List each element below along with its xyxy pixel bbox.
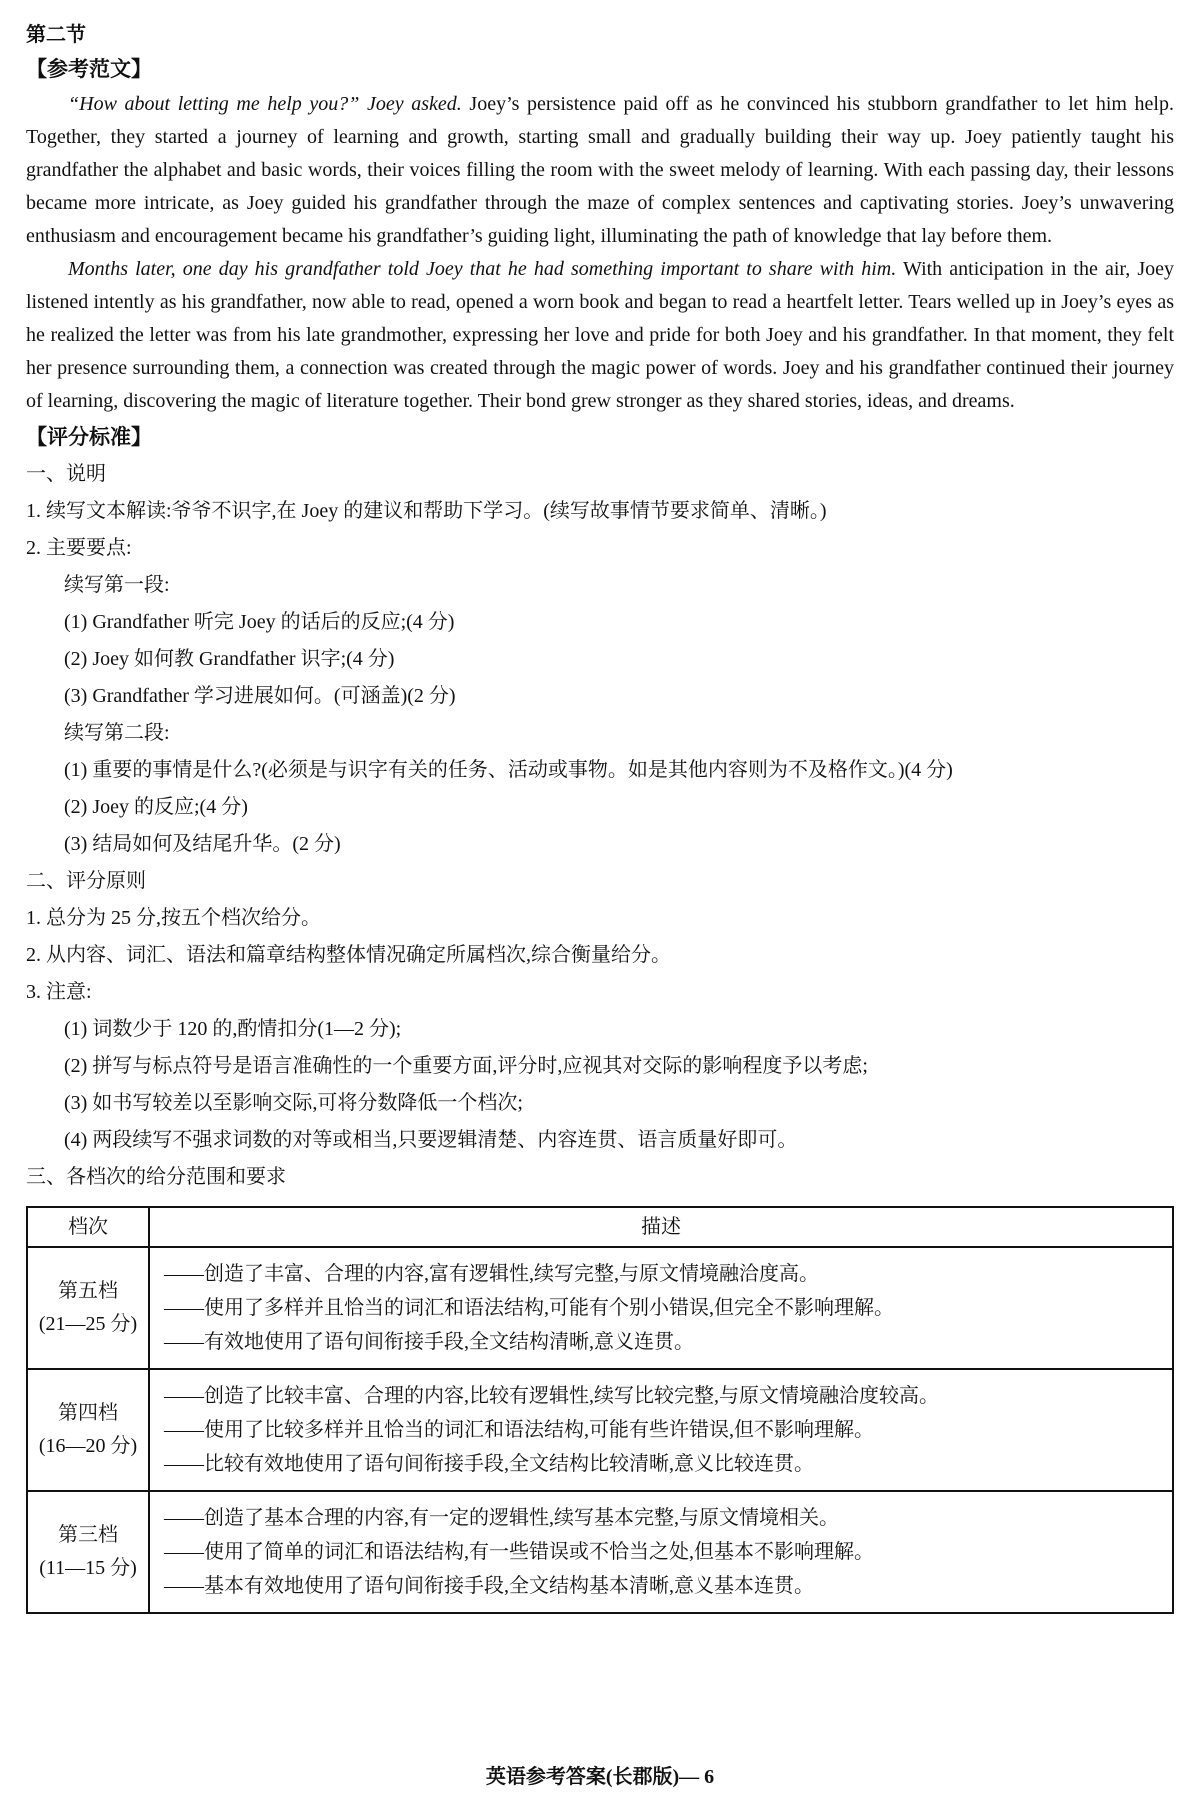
rubric-desc-line: ——创造了基本合理的内容,有一定的逻辑性,续写基本完整,与原文情境相关。 xyxy=(164,1507,839,1529)
scoring-line: 一、说明 xyxy=(26,463,106,485)
essay-paragraph-2-lead: Months later, one day his grandfather told Joey that he had something important to share with him. xyxy=(68,258,897,280)
rubric-level-range: (16—20 分) xyxy=(38,1435,138,1457)
answer-key-page xyxy=(26,20,1175,1788)
page-footer: 英语参考答案(长郡版)— 6 xyxy=(485,1766,715,1788)
section-heading: 第二节 xyxy=(26,24,86,46)
rubric-desc-line: ——创造了比较丰富、合理的内容,比较有逻辑性,续写比较完整,与原文情境融洽度较高。 xyxy=(164,1385,939,1407)
rubric-desc-line: ——使用了多样并且恰当的词汇和语法结构,可能有个别小错误,但完全不影响理解。 xyxy=(164,1297,894,1319)
rubric-header-level: 档次 xyxy=(27,1207,149,1247)
rubric-desc-line: ——使用了简单的词汇和语法结构,有一些错误或不恰当之处,但基本不影响理解。 xyxy=(164,1541,874,1563)
scoring-line: 2. 从内容、词汇、语法和篇章结构整体情况确定所属档次,综合衡量给分。 xyxy=(26,944,671,966)
scoring-line: 二、评分原则 xyxy=(26,870,146,892)
scoring-line: 三、各档次的给分范围和要求 xyxy=(26,1166,286,1188)
scoring-line: (1) Grandfather 听完 Joey 的话后的反应;(4 分) xyxy=(64,611,455,633)
rubric-level-range: (11—15 分) xyxy=(39,1557,137,1579)
rubric-header-desc: 描述 xyxy=(149,1207,1173,1247)
rubric-desc-cell xyxy=(149,1247,1173,1369)
scoring-line: 续写第一段: xyxy=(64,574,170,596)
scoring-line: (4) 两段续写不强求词数的对等或相当,只要逻辑清楚、内容连贯、语言质量好即可。 xyxy=(64,1129,798,1151)
scoring-line: 1. 续写文本解读:爷爷不识字,在 Joey 的建议和帮助下学习。(续写故事情节要求简单、清晰。) xyxy=(26,500,827,522)
scoring-line: 1. 总分为 25 分,按五个档次给分。 xyxy=(26,907,321,929)
scoring-line: (3) Grandfather 学习进展如何。(可涵盖)(2 分) xyxy=(64,685,456,707)
essay-paragraph-1-lead: “How about letting me help you?” Joey asked. xyxy=(68,93,462,115)
scoring-line: (2) Joey 如何教 Grandfather 识字;(4 分) xyxy=(64,648,395,670)
rubric-desc-cell xyxy=(149,1369,1173,1491)
scoring-line: (1) 重要的事情是什么?(必须是与识字有关的任务、活动或事物。如是其他内容则为不及格作文。)(4 分) xyxy=(64,759,953,781)
rubric-desc-line: ——比较有效地使用了语句间衔接手段,全文结构比较清晰,意义比较连贯。 xyxy=(164,1453,814,1475)
rubric-desc-line: ——使用了比较多样并且恰当的词汇和语法结构,可能有些许错误,但不影响理解。 xyxy=(164,1419,874,1441)
rubric-level-name: 第五档 xyxy=(58,1280,118,1302)
rubric-level-name: 第三档 xyxy=(58,1524,118,1546)
rubric-desc-line: ——创造了丰富、合理的内容,富有逻辑性,续写完整,与原文情境融洽度高。 xyxy=(164,1263,819,1285)
reference-essay-heading: 【参考范文】 xyxy=(26,57,152,81)
rubric-level-range: (21—25 分) xyxy=(38,1313,138,1335)
scoring-line: (2) Joey 的反应;(4 分) xyxy=(64,796,248,818)
table-row xyxy=(27,1491,1173,1613)
scoring-line: (3) 结局如何及结尾升华。(2 分) xyxy=(64,833,341,855)
scoring-line: (1) 词数少于 120 的,酌情扣分(1—2 分); xyxy=(64,1018,402,1040)
essay-paragraph-2-body: With anticipation in the air, Joey listened intently as his grandfather, now able to read, opened a worn book and began to read a heartfelt letter. Tears welled up in Joey’s eyes as he realized the letter was from his late grandmother, expressing her love and pride for both Joey and his grandfather. In that moment, they felt her presence surrounding them, a connection was created through the magic power of words. Joey and his grandfather continued their journey of learning, discovering the magic of literature together. Their bond grew stronger as they shared stories, ideas, and dreams. xyxy=(26,258,1175,412)
scoring-line: 3. 注意: xyxy=(26,981,92,1003)
essay-paragraph-1-body: Joey’s persistence paid off as he convinced his stubborn grandfather to let him help. Together, they started a journey of learning and growth, starting small and gradually building their way up. Joey patiently taught his grandfather the alphabet and basic words, their voices filling the room with the sweet melody of learning. With each passing day, their lessons became more intricate, as Joey guided his grandfather through the maze of complex sentences and captivating stories. Joey’s unwavering enthusiasm and encouragement became his grandfather’s guiding light, illuminating the path of knowledge that lay before them. xyxy=(26,93,1174,247)
rubric-desc-cell xyxy=(149,1491,1173,1613)
rubric-header-row xyxy=(27,1207,1173,1247)
rubric-level-cell xyxy=(27,1369,149,1491)
essay-paragraph xyxy=(26,253,1174,418)
table-row xyxy=(27,1369,1173,1491)
rubric-level-cell xyxy=(27,1491,149,1613)
rubric-desc-line: ——有效地使用了语句间衔接手段,全文结构清晰,意义连贯。 xyxy=(164,1331,694,1353)
scoring-line: 2. 主要要点: xyxy=(26,537,132,559)
essay-paragraph xyxy=(26,88,1174,253)
rubric-desc-line: ——基本有效地使用了语句间衔接手段,全文结构基本清晰,意义基本连贯。 xyxy=(164,1575,814,1597)
rubric-level-cell xyxy=(27,1247,149,1369)
scoring-line: (3) 如书写较差以至影响交际,可将分数降低一个档次; xyxy=(64,1092,523,1114)
scoring-criteria-heading: 【评分标准】 xyxy=(26,425,152,449)
scoring-line: 续写第二段: xyxy=(64,722,170,744)
rubric-level-name: 第四档 xyxy=(58,1402,118,1424)
table-row xyxy=(27,1247,1173,1369)
rubric-table xyxy=(26,1206,1174,1614)
scoring-line: (2) 拼写与标点符号是语言准确性的一个重要方面,评分时,应视其对交际的影响程度予以考虑; xyxy=(64,1055,868,1077)
